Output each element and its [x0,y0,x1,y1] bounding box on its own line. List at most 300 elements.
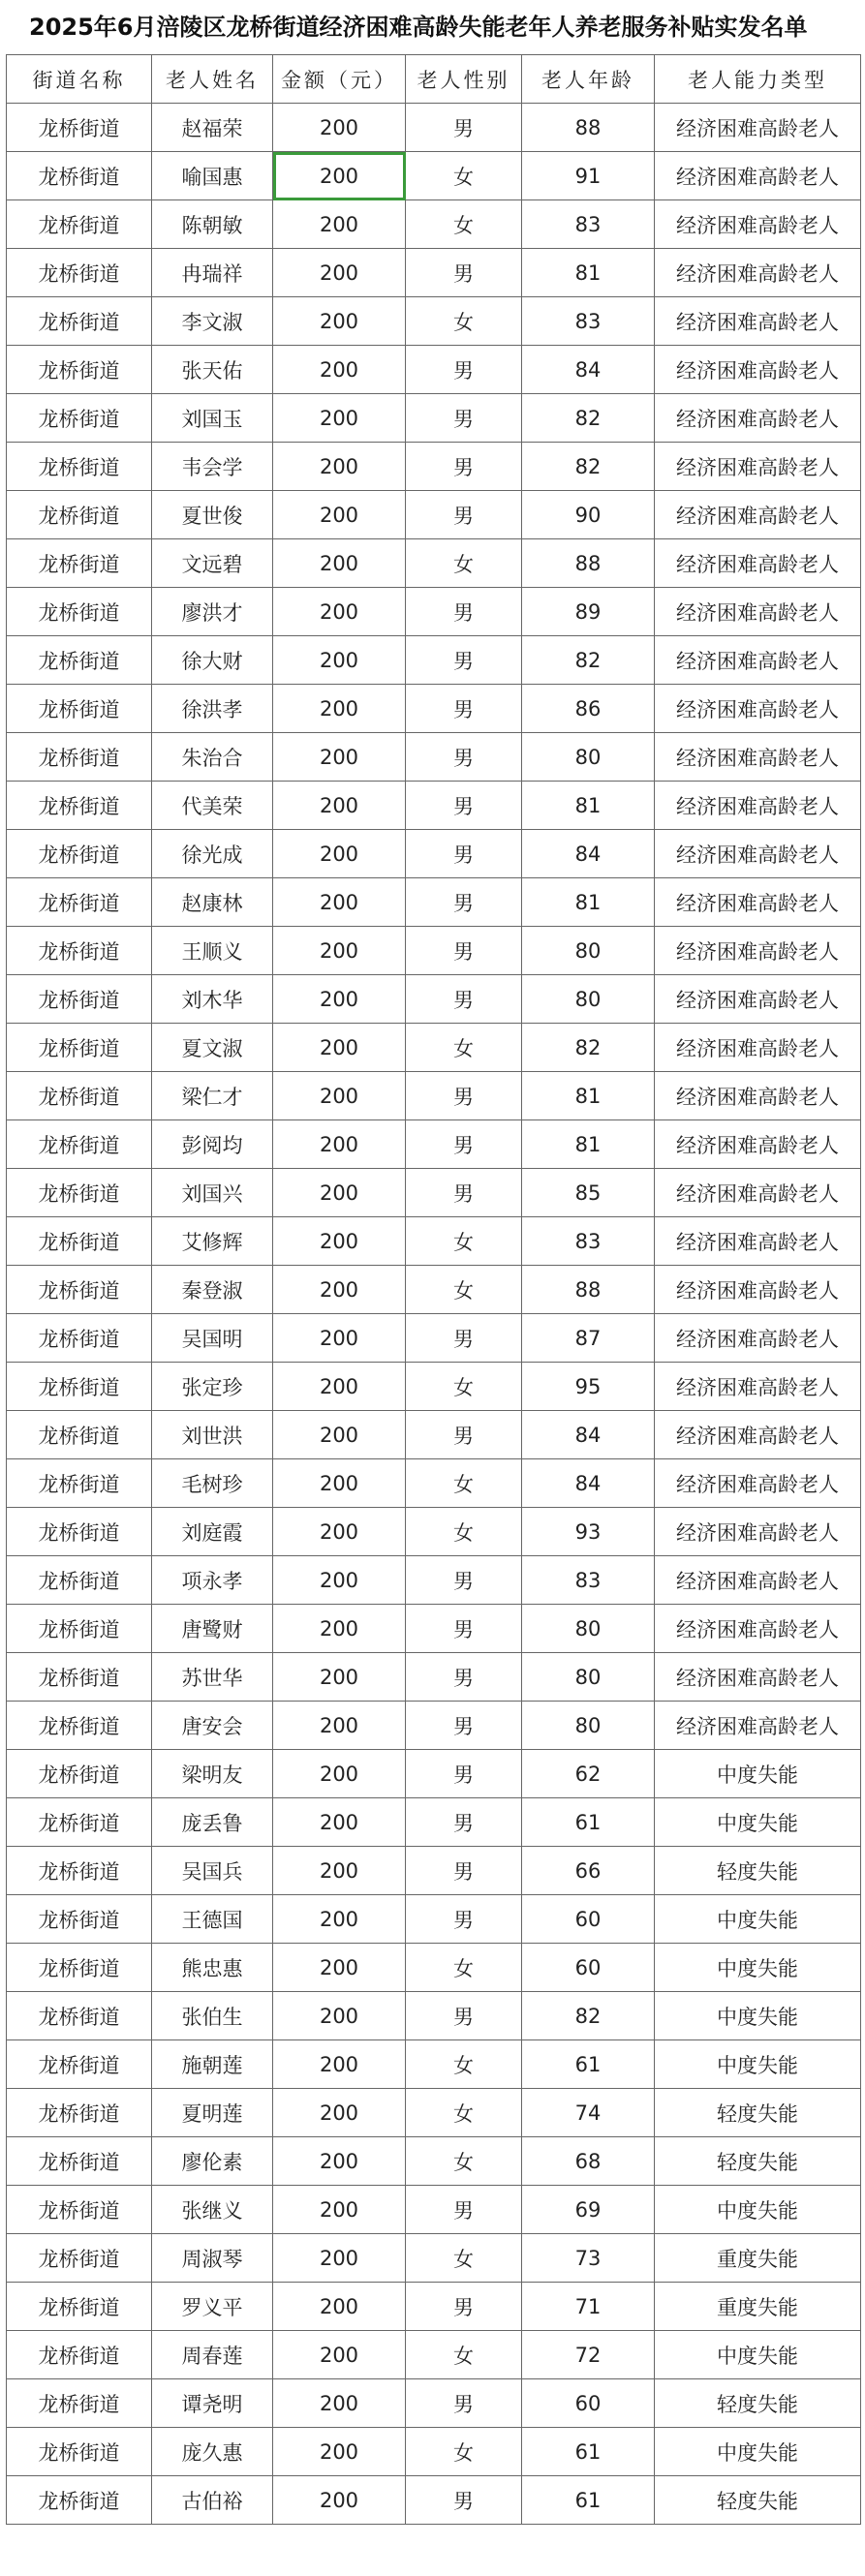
cell-age[interactable]: 61 [522,2428,655,2476]
cell-age[interactable]: 60 [522,2379,655,2428]
cell-age[interactable]: 91 [522,152,655,200]
cell-gender[interactable]: 男 [406,1992,522,2040]
cell-amount[interactable]: 200 [273,1992,406,2040]
cell-amount[interactable]: 200 [273,1556,406,1605]
cell-amount[interactable]: 200 [273,1750,406,1798]
cell-name[interactable]: 刘世洪 [152,1411,273,1459]
cell-street[interactable]: 龙桥街道 [7,830,152,878]
cell-amount[interactable]: 200 [273,1314,406,1363]
cell-street[interactable]: 龙桥街道 [7,1702,152,1750]
cell-street[interactable]: 龙桥街道 [7,1508,152,1556]
header-name[interactable]: 老人姓名 [152,55,273,104]
cell-street[interactable]: 龙桥街道 [7,878,152,927]
cell-age[interactable]: 88 [522,104,655,152]
cell-amount[interactable]: 200 [273,1653,406,1702]
cell-age[interactable]: 81 [522,249,655,297]
cell-street[interactable]: 龙桥街道 [7,2428,152,2476]
cell-amount[interactable]: 200 [273,346,406,394]
cell-age[interactable]: 69 [522,2186,655,2234]
cell-age[interactable]: 73 [522,2234,655,2283]
cell-ability-type[interactable]: 中度失能 [655,1944,861,1992]
cell-ability-type[interactable]: 经济困难高龄老人 [655,152,861,200]
cell-age[interactable]: 84 [522,830,655,878]
cell-gender[interactable]: 女 [406,2040,522,2089]
cell-age[interactable]: 66 [522,1847,655,1895]
cell-ability-type[interactable]: 经济困难高龄老人 [655,685,861,733]
cell-amount[interactable]: 200 [273,830,406,878]
cell-street[interactable]: 龙桥街道 [7,2234,152,2283]
cell-age[interactable]: 62 [522,1750,655,1798]
cell-amount[interactable]: 200 [273,1508,406,1556]
cell-name[interactable]: 王顺义 [152,927,273,975]
cell-name[interactable]: 代美荣 [152,782,273,830]
cell-amount[interactable]: 200 [273,1169,406,1217]
cell-name[interactable]: 文远碧 [152,539,273,588]
cell-street[interactable]: 龙桥街道 [7,1266,152,1314]
cell-ability-type[interactable]: 经济困难高龄老人 [655,1169,861,1217]
cell-amount[interactable]: 200 [273,2283,406,2331]
cell-ability-type[interactable]: 经济困难高龄老人 [655,733,861,782]
cell-street[interactable]: 龙桥街道 [7,1169,152,1217]
cell-gender[interactable]: 女 [406,297,522,346]
cell-gender[interactable]: 男 [406,685,522,733]
cell-gender[interactable]: 女 [406,2234,522,2283]
cell-name[interactable]: 赵康林 [152,878,273,927]
cell-ability-type[interactable]: 经济困难高龄老人 [655,200,861,249]
cell-amount[interactable]: 200 [273,491,406,539]
cell-ability-type[interactable]: 中度失能 [655,2040,861,2089]
cell-ability-type[interactable]: 经济困难高龄老人 [655,1508,861,1556]
cell-amount[interactable]: 200 [273,1847,406,1895]
cell-age[interactable]: 88 [522,539,655,588]
cell-ability-type[interactable]: 轻度失能 [655,2476,861,2525]
cell-age[interactable]: 81 [522,1120,655,1169]
cell-gender[interactable]: 男 [406,927,522,975]
cell-ability-type[interactable]: 中度失能 [655,1895,861,1944]
cell-street[interactable]: 龙桥街道 [7,2331,152,2379]
cell-name[interactable]: 秦登淑 [152,1266,273,1314]
cell-ability-type[interactable]: 中度失能 [655,2186,861,2234]
cell-gender[interactable]: 男 [406,346,522,394]
cell-street[interactable]: 龙桥街道 [7,1314,152,1363]
cell-age[interactable]: 61 [522,1798,655,1847]
cell-street[interactable]: 龙桥街道 [7,1798,152,1847]
cell-street[interactable]: 龙桥街道 [7,685,152,733]
cell-ability-type[interactable]: 经济困难高龄老人 [655,394,861,443]
cell-age[interactable]: 81 [522,782,655,830]
cell-gender[interactable]: 女 [406,2089,522,2137]
cell-amount[interactable]: 200 [273,2428,406,2476]
cell-name[interactable]: 夏文淑 [152,1024,273,1072]
cell-gender[interactable]: 女 [406,200,522,249]
cell-name[interactable]: 朱治合 [152,733,273,782]
cell-ability-type[interactable]: 重度失能 [655,2283,861,2331]
cell-street[interactable]: 龙桥街道 [7,2283,152,2331]
cell-gender[interactable]: 女 [406,2331,522,2379]
cell-gender[interactable]: 男 [406,975,522,1024]
cell-name[interactable]: 刘庭霞 [152,1508,273,1556]
cell-gender[interactable]: 男 [406,2476,522,2525]
cell-gender[interactable]: 男 [406,1750,522,1798]
cell-age[interactable]: 80 [522,733,655,782]
cell-name[interactable]: 夏世俊 [152,491,273,539]
cell-street[interactable]: 龙桥街道 [7,249,152,297]
cell-name[interactable]: 刘国兴 [152,1169,273,1217]
cell-street[interactable]: 龙桥街道 [7,1459,152,1508]
cell-ability-type[interactable]: 轻度失能 [655,2137,861,2186]
cell-name[interactable]: 韦会学 [152,443,273,491]
cell-age[interactable]: 60 [522,1944,655,1992]
cell-gender[interactable]: 女 [406,1217,522,1266]
cell-gender[interactable]: 男 [406,2283,522,2331]
cell-gender[interactable]: 男 [406,1072,522,1120]
cell-age[interactable]: 84 [522,1411,655,1459]
cell-age[interactable]: 83 [522,1217,655,1266]
cell-name[interactable]: 刘国玉 [152,394,273,443]
cell-gender[interactable]: 男 [406,1847,522,1895]
cell-gender[interactable]: 女 [406,152,522,200]
cell-street[interactable]: 龙桥街道 [7,1847,152,1895]
cell-street[interactable]: 龙桥街道 [7,2186,152,2234]
cell-gender[interactable]: 女 [406,1944,522,1992]
cell-name[interactable]: 张天佑 [152,346,273,394]
cell-gender[interactable]: 男 [406,1556,522,1605]
cell-name[interactable]: 庞久惠 [152,2428,273,2476]
cell-name[interactable]: 周春莲 [152,2331,273,2379]
cell-amount[interactable]: 200 [273,1944,406,1992]
cell-gender[interactable]: 男 [406,491,522,539]
cell-street[interactable]: 龙桥街道 [7,2089,152,2137]
cell-age[interactable]: 80 [522,927,655,975]
cell-ability-type[interactable]: 经济困难高龄老人 [655,878,861,927]
cell-age[interactable]: 74 [522,2089,655,2137]
cell-name[interactable]: 项永孝 [152,1556,273,1605]
cell-age[interactable]: 82 [522,1992,655,2040]
cell-ability-type[interactable]: 轻度失能 [655,2379,861,2428]
cell-amount[interactable]: 200 [273,2186,406,2234]
cell-street[interactable]: 龙桥街道 [7,733,152,782]
cell-amount[interactable]: 200 [273,1120,406,1169]
header-age[interactable]: 老人年龄 [522,55,655,104]
cell-age[interactable]: 84 [522,1459,655,1508]
cell-gender[interactable]: 男 [406,1169,522,1217]
cell-ability-type[interactable]: 经济困难高龄老人 [655,297,861,346]
cell-name[interactable]: 李文淑 [152,297,273,346]
cell-amount[interactable]: 200 [273,297,406,346]
cell-street[interactable]: 龙桥街道 [7,346,152,394]
cell-amount[interactable]: 200 [273,394,406,443]
cell-gender[interactable]: 男 [406,1895,522,1944]
cell-name[interactable]: 张定珍 [152,1363,273,1411]
cell-age[interactable]: 83 [522,200,655,249]
cell-amount[interactable]: 200 [273,2234,406,2283]
cell-name[interactable]: 吴国兵 [152,1847,273,1895]
cell-ability-type[interactable]: 经济困难高龄老人 [655,1459,861,1508]
cell-street[interactable]: 龙桥街道 [7,588,152,636]
cell-amount[interactable]: 200 [273,733,406,782]
cell-gender[interactable]: 男 [406,1798,522,1847]
cell-ability-type[interactable]: 经济困难高龄老人 [655,1120,861,1169]
cell-age[interactable]: 85 [522,1169,655,1217]
cell-amount[interactable]: 200 [273,636,406,685]
cell-name[interactable]: 毛树珍 [152,1459,273,1508]
cell-gender[interactable]: 男 [406,782,522,830]
cell-age[interactable]: 71 [522,2283,655,2331]
cell-ability-type[interactable]: 轻度失能 [655,2089,861,2137]
cell-name[interactable]: 王德国 [152,1895,273,1944]
cell-ability-type[interactable]: 经济困难高龄老人 [655,249,861,297]
cell-street[interactable]: 龙桥街道 [7,1605,152,1653]
cell-street[interactable]: 龙桥街道 [7,200,152,249]
cell-name[interactable]: 刘木华 [152,975,273,1024]
cell-amount[interactable]: 200 [273,2331,406,2379]
cell-name[interactable]: 唐鹭财 [152,1605,273,1653]
cell-gender[interactable]: 男 [406,249,522,297]
cell-amount[interactable]: 200 [273,685,406,733]
cell-amount[interactable]: 200 [273,249,406,297]
cell-street[interactable]: 龙桥街道 [7,1653,152,1702]
cell-street[interactable]: 龙桥街道 [7,1944,152,1992]
cell-name[interactable]: 古伯裕 [152,2476,273,2525]
cell-age[interactable]: 90 [522,491,655,539]
cell-gender[interactable]: 男 [406,104,522,152]
cell-amount[interactable]: 200 [273,104,406,152]
cell-gender[interactable]: 男 [406,830,522,878]
cell-ability-type[interactable]: 经济困难高龄老人 [655,346,861,394]
cell-amount[interactable]: 200 [273,200,406,249]
cell-name[interactable]: 施朝莲 [152,2040,273,2089]
cell-ability-type[interactable]: 经济困难高龄老人 [655,1556,861,1605]
cell-name[interactable]: 徐光成 [152,830,273,878]
cell-amount[interactable]: 200 [273,1363,406,1411]
cell-street[interactable]: 龙桥街道 [7,152,152,200]
cell-age[interactable]: 89 [522,588,655,636]
cell-age[interactable]: 80 [522,1702,655,1750]
cell-amount[interactable]: 200 [273,1459,406,1508]
cell-street[interactable]: 龙桥街道 [7,443,152,491]
cell-amount[interactable]: 200 [273,2379,406,2428]
cell-age[interactable]: 84 [522,346,655,394]
cell-name[interactable]: 梁仁才 [152,1072,273,1120]
cell-name[interactable]: 陈朝敏 [152,200,273,249]
cell-ability-type[interactable]: 中度失能 [655,1992,861,2040]
cell-gender[interactable]: 女 [406,1508,522,1556]
cell-street[interactable]: 龙桥街道 [7,1992,152,2040]
cell-street[interactable]: 龙桥街道 [7,1217,152,1266]
cell-ability-type[interactable]: 经济困难高龄老人 [655,491,861,539]
cell-ability-type[interactable]: 经济困难高龄老人 [655,443,861,491]
cell-gender[interactable]: 女 [406,2428,522,2476]
cell-ability-type[interactable]: 经济困难高龄老人 [655,636,861,685]
cell-ability-type[interactable]: 中度失能 [655,2331,861,2379]
cell-amount[interactable]: 200 [273,1024,406,1072]
cell-gender[interactable]: 男 [406,1411,522,1459]
cell-amount[interactable]: 200 [273,1217,406,1266]
cell-street[interactable]: 龙桥街道 [7,2040,152,2089]
cell-name[interactable]: 梁明友 [152,1750,273,1798]
cell-street[interactable]: 龙桥街道 [7,1363,152,1411]
cell-ability-type[interactable]: 经济困难高龄老人 [655,1363,861,1411]
cell-street[interactable]: 龙桥街道 [7,104,152,152]
cell-amount[interactable]: 200 [273,443,406,491]
cell-street[interactable]: 龙桥街道 [7,975,152,1024]
cell-name[interactable]: 熊忠惠 [152,1944,273,1992]
cell-name[interactable]: 廖伦素 [152,2137,273,2186]
cell-amount[interactable]: 200 [273,2089,406,2137]
cell-ability-type[interactable]: 中度失能 [655,1798,861,1847]
cell-street[interactable]: 龙桥街道 [7,2476,152,2525]
cell-name[interactable]: 吴国明 [152,1314,273,1363]
cell-amount[interactable]: 200 [273,1702,406,1750]
cell-gender[interactable]: 男 [406,443,522,491]
cell-age[interactable]: 86 [522,685,655,733]
cell-age[interactable]: 80 [522,975,655,1024]
cell-gender[interactable]: 男 [406,1605,522,1653]
cell-amount[interactable]: 200 [273,1266,406,1314]
cell-street[interactable]: 龙桥街道 [7,2379,152,2428]
cell-street[interactable]: 龙桥街道 [7,2137,152,2186]
cell-ability-type[interactable]: 轻度失能 [655,1847,861,1895]
cell-street[interactable]: 龙桥街道 [7,1556,152,1605]
cell-ability-type[interactable]: 中度失能 [655,2428,861,2476]
cell-street[interactable]: 龙桥街道 [7,1072,152,1120]
cell-name[interactable]: 唐安会 [152,1702,273,1750]
cell-name[interactable]: 张伯生 [152,1992,273,2040]
cell-gender[interactable]: 男 [406,1120,522,1169]
cell-name[interactable]: 徐洪孝 [152,685,273,733]
cell-age[interactable]: 68 [522,2137,655,2186]
header-street[interactable]: 街道名称 [7,55,152,104]
cell-street[interactable]: 龙桥街道 [7,297,152,346]
cell-amount[interactable]: 200 [273,782,406,830]
cell-street[interactable]: 龙桥街道 [7,782,152,830]
cell-age[interactable]: 82 [522,394,655,443]
cell-age[interactable]: 82 [522,1024,655,1072]
cell-gender[interactable]: 女 [406,2137,522,2186]
cell-age[interactable]: 95 [522,1363,655,1411]
header-gender[interactable]: 老人性别 [406,55,522,104]
cell-gender[interactable]: 女 [406,539,522,588]
cell-gender[interactable]: 女 [406,1266,522,1314]
cell-name[interactable]: 周淑琴 [152,2234,273,2283]
cell-street[interactable]: 龙桥街道 [7,1895,152,1944]
cell-name[interactable]: 廖洪才 [152,588,273,636]
cell-street[interactable]: 龙桥街道 [7,636,152,685]
cell-age[interactable]: 82 [522,443,655,491]
cell-age[interactable]: 80 [522,1653,655,1702]
cell-gender[interactable]: 男 [406,1702,522,1750]
cell-ability-type[interactable]: 经济困难高龄老人 [655,1072,861,1120]
cell-ability-type[interactable]: 重度失能 [655,2234,861,2283]
header-ability-type[interactable]: 老人能力类型 [655,55,861,104]
cell-ability-type[interactable]: 经济困难高龄老人 [655,1024,861,1072]
cell-amount[interactable]: 200 [273,1072,406,1120]
cell-ability-type[interactable]: 经济困难高龄老人 [655,782,861,830]
cell-amount[interactable]: 200 [273,1798,406,1847]
cell-street[interactable]: 龙桥街道 [7,1411,152,1459]
cell-amount[interactable]: 200 [273,1411,406,1459]
cell-ability-type[interactable]: 经济困难高龄老人 [655,1266,861,1314]
cell-name[interactable]: 徐大财 [152,636,273,685]
cell-street[interactable]: 龙桥街道 [7,1024,152,1072]
cell-street[interactable]: 龙桥街道 [7,927,152,975]
cell-amount[interactable]: 200 [273,152,406,200]
cell-name[interactable]: 张继义 [152,2186,273,2234]
cell-amount[interactable]: 200 [273,975,406,1024]
cell-gender[interactable]: 女 [406,1363,522,1411]
cell-age[interactable]: 60 [522,1895,655,1944]
cell-amount[interactable]: 200 [273,878,406,927]
cell-gender[interactable]: 男 [406,636,522,685]
cell-amount[interactable]: 200 [273,1605,406,1653]
cell-ability-type[interactable]: 经济困难高龄老人 [655,1217,861,1266]
cell-ability-type[interactable]: 中度失能 [655,1750,861,1798]
cell-age[interactable]: 82 [522,636,655,685]
cell-gender[interactable]: 男 [406,588,522,636]
cell-street[interactable]: 龙桥街道 [7,1750,152,1798]
cell-ability-type[interactable]: 经济困难高龄老人 [655,1702,861,1750]
cell-ability-type[interactable]: 经济困难高龄老人 [655,975,861,1024]
cell-name[interactable]: 庞丢鲁 [152,1798,273,1847]
cell-age[interactable]: 87 [522,1314,655,1363]
cell-name[interactable]: 赵福荣 [152,104,273,152]
cell-amount[interactable]: 200 [273,1895,406,1944]
cell-age[interactable]: 61 [522,2040,655,2089]
cell-gender[interactable]: 男 [406,1314,522,1363]
cell-gender[interactable]: 男 [406,2379,522,2428]
cell-age[interactable]: 93 [522,1508,655,1556]
cell-name[interactable]: 谭尧明 [152,2379,273,2428]
cell-name[interactable]: 苏世华 [152,1653,273,1702]
cell-name[interactable]: 喻国惠 [152,152,273,200]
cell-amount[interactable]: 200 [273,539,406,588]
cell-gender[interactable]: 男 [406,878,522,927]
cell-age[interactable]: 72 [522,2331,655,2379]
cell-ability-type[interactable]: 经济困难高龄老人 [655,588,861,636]
cell-age[interactable]: 61 [522,2476,655,2525]
cell-age[interactable]: 81 [522,878,655,927]
cell-street[interactable]: 龙桥街道 [7,1120,152,1169]
cell-amount[interactable]: 200 [273,2040,406,2089]
cell-age[interactable]: 83 [522,297,655,346]
cell-street[interactable]: 龙桥街道 [7,491,152,539]
cell-age[interactable]: 88 [522,1266,655,1314]
cell-amount[interactable]: 200 [273,2476,406,2525]
cell-gender[interactable]: 女 [406,1024,522,1072]
cell-street[interactable]: 龙桥街道 [7,539,152,588]
cell-name[interactable]: 夏明莲 [152,2089,273,2137]
cell-amount[interactable]: 200 [273,588,406,636]
cell-ability-type[interactable]: 经济困难高龄老人 [655,927,861,975]
cell-amount[interactable]: 200 [273,927,406,975]
cell-gender[interactable]: 男 [406,394,522,443]
cell-gender[interactable]: 男 [406,733,522,782]
cell-age[interactable]: 81 [522,1072,655,1120]
cell-gender[interactable]: 男 [406,2186,522,2234]
cell-gender[interactable]: 男 [406,1653,522,1702]
cell-ability-type[interactable]: 经济困难高龄老人 [655,1314,861,1363]
header-amount[interactable]: 金额（元） [273,55,406,104]
cell-ability-type[interactable]: 经济困难高龄老人 [655,830,861,878]
cell-name[interactable]: 冉瑞祥 [152,249,273,297]
cell-ability-type[interactable]: 经济困难高龄老人 [655,104,861,152]
cell-name[interactable]: 艾修辉 [152,1217,273,1266]
cell-gender[interactable]: 女 [406,1459,522,1508]
cell-name[interactable]: 彭阅均 [152,1120,273,1169]
cell-age[interactable]: 80 [522,1605,655,1653]
cell-amount[interactable]: 200 [273,2137,406,2186]
cell-age[interactable]: 83 [522,1556,655,1605]
